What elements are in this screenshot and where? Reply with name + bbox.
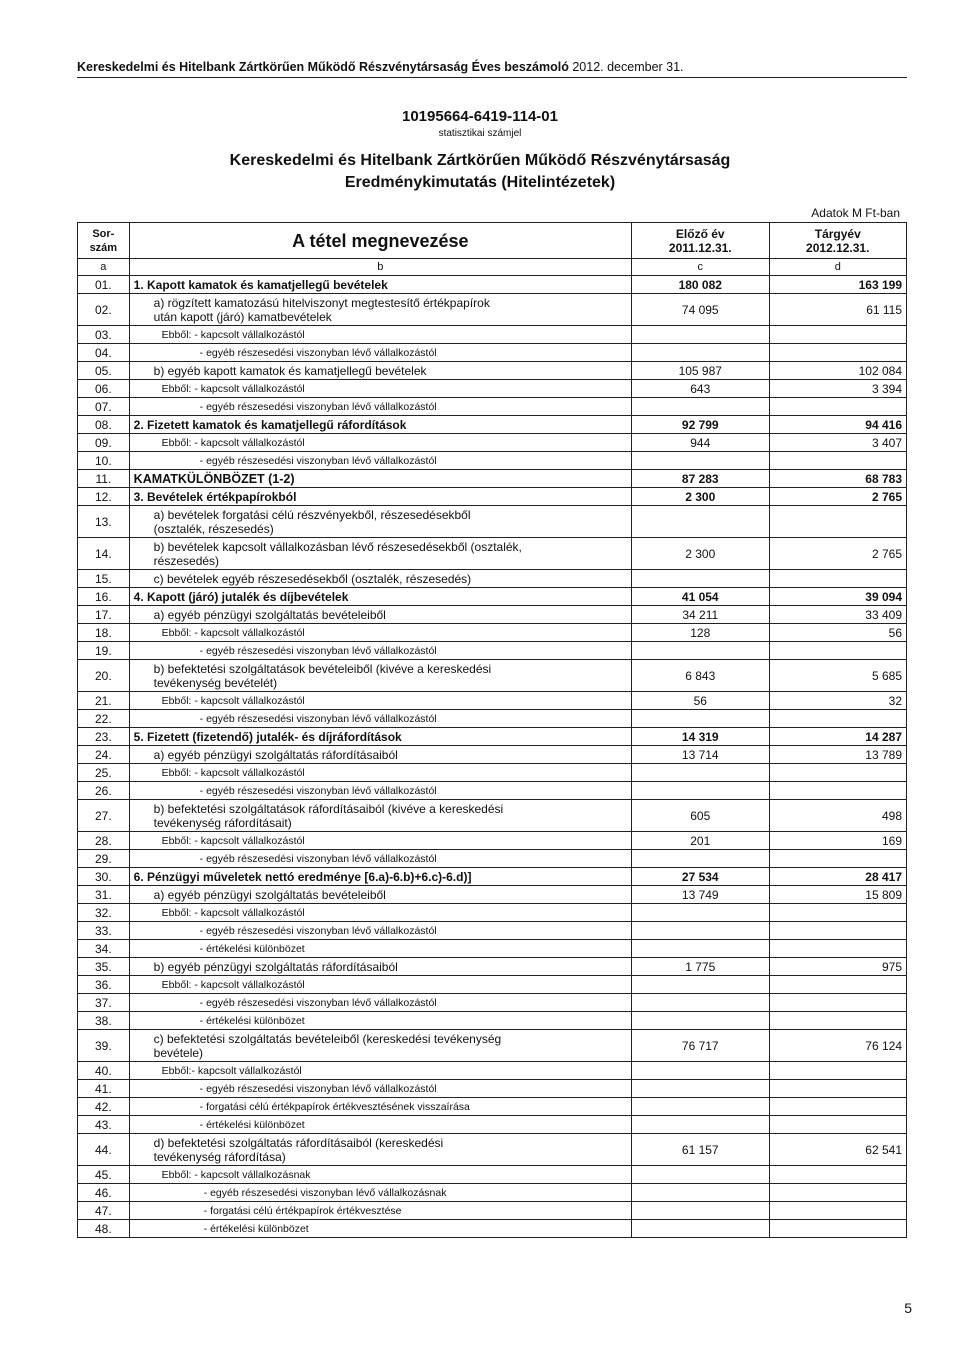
header-previous-year-label: Előző év 2011.12.31.: [668, 226, 732, 255]
row-current-year-value: 5 685: [769, 660, 907, 692]
row-previous-year-value: [632, 398, 769, 416]
header-item-name: A tétel megnevezése: [129, 223, 631, 259]
row-previous-year-value: 14 319: [632, 728, 769, 746]
row-current-year-value: 169: [769, 832, 907, 850]
table-row: [78, 764, 907, 782]
row-number: 13.: [78, 506, 130, 538]
row-previous-year-value: [632, 326, 769, 344]
row-current-year-value: 2 765: [769, 538, 907, 570]
row-item-name: 6. Pénzügyi műveletek nettó eredménye [6.a)-6.b)+6.c)-6.d)]: [129, 868, 631, 886]
row-number: 23.: [78, 728, 130, 746]
row-current-year-value: [769, 940, 907, 958]
table-row: [78, 976, 907, 994]
table-row: [78, 1080, 907, 1098]
row-previous-year-value: 41 054: [632, 588, 769, 606]
row-number: 43.: [78, 1116, 130, 1134]
row-number: 10.: [78, 452, 130, 470]
row-number: 18.: [78, 624, 130, 642]
row-item-name: Ebből: - kapcsolt vállalkozástól: [129, 434, 631, 452]
row-current-year-value: [769, 1062, 907, 1080]
running-header-date: 2012. december 31.: [572, 60, 684, 74]
row-current-year-value: [769, 922, 907, 940]
row-number: 29.: [78, 850, 130, 868]
row-item-name: - egyéb részesedési viszonyban lévő vállalkozástól: [129, 1080, 631, 1098]
row-item-name: b) egyéb kapott kamatok és kamatjellegű bevételek: [129, 362, 631, 380]
table-row: [78, 994, 907, 1012]
row-current-year-value: 61 115: [769, 294, 907, 326]
row-number: 40.: [78, 1062, 130, 1080]
row-item-name: 4. Kapott (járó) jutalék és díjbevételek: [129, 588, 631, 606]
row-current-year-value: 102 084: [769, 362, 907, 380]
table-row: [78, 362, 907, 380]
row-number: 20.: [78, 660, 130, 692]
row-current-year-value: 32: [769, 692, 907, 710]
row-number: 31.: [78, 886, 130, 904]
row-previous-year-value: [632, 1184, 769, 1202]
row-previous-year-value: 34 211: [632, 606, 769, 624]
row-previous-year-value: [632, 782, 769, 800]
row-current-year-value: 975: [769, 958, 907, 976]
row-item-name: Ebből: - kapcsolt vállalkozástól: [129, 380, 631, 398]
row-item-name: a) rögzített kamatozású hitelviszonyt megtestesítő értékpapírok után kapott (járó) kamatbevételek: [129, 294, 631, 326]
table-row: [78, 1220, 907, 1238]
row-previous-year-value: [632, 994, 769, 1012]
row-number: 02.: [78, 294, 130, 326]
table-row: [78, 506, 907, 538]
row-previous-year-value: [632, 1202, 769, 1220]
row-current-year-value: 13 789: [769, 746, 907, 764]
row-previous-year-value: [632, 642, 769, 660]
table-row: [78, 1166, 907, 1184]
row-item-name: 1. Kapott kamatok és kamatjellegű bevételek: [129, 276, 631, 294]
row-current-year-value: [769, 452, 907, 470]
row-number: 14.: [78, 538, 130, 570]
row-current-year-value: [769, 1220, 907, 1238]
row-current-year-value: 498: [769, 800, 907, 832]
row-item-name: 5. Fizetett (fizetendő) jutalék- és díjráfordítások: [129, 728, 631, 746]
row-item-name: - értékelési különbözet: [129, 940, 631, 958]
table-row: [78, 782, 907, 800]
row-item-name: Ebből: - kapcsolt vállalkozástól: [129, 624, 631, 642]
row-number: 45.: [78, 1166, 130, 1184]
table-row: [78, 728, 907, 746]
row-number: 04.: [78, 344, 130, 362]
row-previous-year-value: [632, 850, 769, 868]
row-item-name: b) bevételek kapcsolt vállalkozásban lévő részesedésekből (osztalék, részesedés): [129, 538, 631, 570]
row-number: 28.: [78, 832, 130, 850]
table-row: [78, 642, 907, 660]
row-previous-year-value: [632, 922, 769, 940]
row-item-name: a) bevételek forgatási célú részvényekből, részesedésekből (osztalék, részesedés): [129, 506, 631, 538]
row-item-name: - értékelési különbözet: [129, 1116, 631, 1134]
table-row: [78, 606, 907, 624]
row-previous-year-value: 105 987: [632, 362, 769, 380]
row-number: 12.: [78, 488, 130, 506]
row-item-name: Ebből: - kapcsolt vállalkozástól: [129, 764, 631, 782]
row-item-name: Ebből: - kapcsolt vállalkozásnak: [129, 1166, 631, 1184]
table-row: [78, 1202, 907, 1220]
row-current-year-value: 39 094: [769, 588, 907, 606]
row-number: 19.: [78, 642, 130, 660]
row-previous-year-value: 201: [632, 832, 769, 850]
table-row: [78, 294, 907, 326]
row-current-year-value: 68 783: [769, 470, 907, 488]
row-number: 32.: [78, 904, 130, 922]
table-row: [78, 832, 907, 850]
row-number: 42.: [78, 1098, 130, 1116]
table-row: [78, 470, 907, 488]
row-item-name: Ebből: - kapcsolt vállalkozástól: [129, 692, 631, 710]
table-row: [78, 1134, 907, 1166]
table-row: [78, 326, 907, 344]
registration-label: statisztikai számjel: [438, 128, 522, 139]
row-number: 26.: [78, 782, 130, 800]
row-previous-year-value: 74 095: [632, 294, 769, 326]
row-previous-year-value: 27 534: [632, 868, 769, 886]
row-item-name: - egyéb részesedési viszonyban lévő vállalkozástól: [129, 398, 631, 416]
row-item-name: - egyéb részesedési viszonyban lévő vállalkozástól: [129, 642, 631, 660]
row-number: 01.: [78, 276, 130, 294]
row-item-name: b) befektetési szolgáltatások bevételeiből (kivéve a kereskedési tevékenység bevételét): [129, 660, 631, 692]
page-number: 5: [904, 1300, 912, 1316]
row-item-name: KAMATKÜLÖNBÖZET (1-2): [129, 470, 631, 488]
row-current-year-value: [769, 782, 907, 800]
row-item-name: Ebből: - kapcsolt vállalkozástól: [129, 976, 631, 994]
registration-number: 10195664-6419-114-01: [402, 108, 558, 125]
row-item-name: c) bevételek egyéb részesedésekből (osztalék, részesedés): [129, 570, 631, 588]
row-number: 09.: [78, 434, 130, 452]
row-previous-year-value: 92 799: [632, 416, 769, 434]
row-item-name: - egyéb részesedési viszonyban lévő vállalkozásnak: [129, 1184, 631, 1202]
row-current-year-value: [769, 1166, 907, 1184]
row-number: 15.: [78, 570, 130, 588]
row-previous-year-value: 1 775: [632, 958, 769, 976]
row-current-year-value: 76 124: [769, 1030, 907, 1062]
column-letter-c: c: [632, 259, 769, 276]
row-item-name: - egyéb részesedési viszonyban lévő vállalkozástól: [129, 344, 631, 362]
row-item-name: - értékelési különbözet: [129, 1220, 631, 1238]
row-number: 11.: [78, 470, 130, 488]
row-current-year-value: 163 199: [769, 276, 907, 294]
row-previous-year-value: [632, 710, 769, 728]
row-previous-year-value: 76 717: [632, 1030, 769, 1062]
row-current-year-value: [769, 764, 907, 782]
row-number: 24.: [78, 746, 130, 764]
header-previous-year: [632, 223, 769, 259]
column-letter-d: d: [769, 259, 907, 276]
row-previous-year-value: [632, 1098, 769, 1116]
statement-title: Eredménykimutatás (Hitelintézetek): [344, 174, 616, 191]
row-item-name: Ebből: - kapcsolt vállalkozástól: [129, 326, 631, 344]
row-number: 06.: [78, 380, 130, 398]
row-previous-year-value: [632, 1080, 769, 1098]
column-letter-row: [78, 259, 907, 276]
row-number: 47.: [78, 1202, 130, 1220]
row-current-year-value: 2 765: [769, 488, 907, 506]
row-item-name: Ebből: - kapcsolt vállalkozástól: [129, 832, 631, 850]
table-row: [78, 692, 907, 710]
row-number: 08.: [78, 416, 130, 434]
row-number: 35.: [78, 958, 130, 976]
row-number: 30.: [78, 868, 130, 886]
table-row: [78, 344, 907, 362]
table-row: [78, 850, 907, 868]
row-item-name: - forgatási célú értékpapírok értékvesztésének visszaírása: [129, 1098, 631, 1116]
row-previous-year-value: [632, 764, 769, 782]
row-item-name: d) befektetési szolgáltatás ráfordításaiból (kereskedési tevékenység ráfordítása): [129, 1134, 631, 1166]
row-current-year-value: 3 394: [769, 380, 907, 398]
row-previous-year-value: [632, 1012, 769, 1030]
row-previous-year-value: 2 300: [632, 538, 769, 570]
row-previous-year-value: 2 300: [632, 488, 769, 506]
row-previous-year-value: 605: [632, 800, 769, 832]
table-row: [78, 886, 907, 904]
row-current-year-value: [769, 976, 907, 994]
table-row: [78, 922, 907, 940]
row-previous-year-value: [632, 940, 769, 958]
table-row: [78, 538, 907, 570]
column-letter-a: a: [78, 259, 130, 276]
row-item-name: Ebből: - kapcsolt vállalkozástól: [129, 904, 631, 922]
table-row: [78, 800, 907, 832]
table-row: [78, 624, 907, 642]
row-item-name: - egyéb részesedési viszonyban lévő vállalkozástól: [129, 710, 631, 728]
row-number: 07.: [78, 398, 130, 416]
row-current-year-value: 62 541: [769, 1134, 907, 1166]
row-previous-year-value: 128: [632, 624, 769, 642]
column-letter-b: b: [129, 259, 631, 276]
row-current-year-value: 94 416: [769, 416, 907, 434]
table-row: [78, 434, 907, 452]
row-current-year-value: [769, 1202, 907, 1220]
row-previous-year-value: 944: [632, 434, 769, 452]
table-row: [78, 746, 907, 764]
row-number: 34.: [78, 940, 130, 958]
table-row: [78, 710, 907, 728]
header-current-year: [769, 223, 907, 259]
table-row: [78, 276, 907, 294]
row-current-year-value: [769, 1184, 907, 1202]
row-number: 46.: [78, 1184, 130, 1202]
row-item-name: a) egyéb pénzügyi szolgáltatás bevételeiből: [129, 886, 631, 904]
row-current-year-value: 15 809: [769, 886, 907, 904]
row-current-year-value: [769, 1098, 907, 1116]
header-row-number: [78, 223, 130, 259]
row-previous-year-value: 13 749: [632, 886, 769, 904]
row-number: 16.: [78, 588, 130, 606]
row-current-year-value: [769, 710, 907, 728]
row-item-name: b) egyéb pénzügyi szolgáltatás ráfordításaiból: [129, 958, 631, 976]
table-row: [78, 1062, 907, 1080]
row-item-name: - egyéb részesedési viszonyban lévő vállalkozástól: [129, 782, 631, 800]
row-previous-year-value: [632, 570, 769, 588]
table-header-row: [78, 223, 907, 259]
row-number: 33.: [78, 922, 130, 940]
row-current-year-value: [769, 850, 907, 868]
row-current-year-value: [769, 904, 907, 922]
row-number: 37.: [78, 994, 130, 1012]
row-item-name: - forgatási célú értékpapírok értékvesztése: [129, 1202, 631, 1220]
table-row: [78, 868, 907, 886]
row-item-name: c) befektetési szolgáltatás bevételeiből (kereskedési tevékenység bevétele): [129, 1030, 631, 1062]
row-previous-year-value: 56: [632, 692, 769, 710]
table-row: [78, 1098, 907, 1116]
row-item-name: Ebből:- kapcsolt vállalkozástól: [129, 1062, 631, 1080]
row-item-name: - egyéb részesedési viszonyban lévő vállalkozástól: [129, 850, 631, 868]
row-previous-year-value: [632, 1166, 769, 1184]
row-current-year-value: [769, 1080, 907, 1098]
row-previous-year-value: [632, 976, 769, 994]
row-current-year-value: [769, 506, 907, 538]
table-row: [78, 1184, 907, 1202]
row-number: 17.: [78, 606, 130, 624]
table-row: [78, 380, 907, 398]
table-row: [78, 588, 907, 606]
row-number: 25.: [78, 764, 130, 782]
row-previous-year-value: 180 082: [632, 276, 769, 294]
table-row: [78, 416, 907, 434]
row-number: 05.: [78, 362, 130, 380]
row-previous-year-value: [632, 904, 769, 922]
table-row: [78, 452, 907, 470]
row-number: 48.: [78, 1220, 130, 1238]
row-current-year-value: 3 407: [769, 434, 907, 452]
row-previous-year-value: 13 714: [632, 746, 769, 764]
table-row: [78, 398, 907, 416]
row-previous-year-value: 61 157: [632, 1134, 769, 1166]
row-previous-year-value: [632, 1116, 769, 1134]
row-item-name: - egyéb részesedési viszonyban lévő vállalkozástól: [129, 994, 631, 1012]
row-number: 27.: [78, 800, 130, 832]
row-current-year-value: [769, 326, 907, 344]
row-current-year-value: [769, 642, 907, 660]
row-number: 03.: [78, 326, 130, 344]
row-current-year-value: [769, 994, 907, 1012]
row-current-year-value: [769, 1012, 907, 1030]
row-number: 44.: [78, 1134, 130, 1166]
row-item-name: a) egyéb pénzügyi szolgáltatás ráfordításaiból: [129, 746, 631, 764]
row-current-year-value: [769, 398, 907, 416]
table-row: [78, 1030, 907, 1062]
header-row-number-label: Sor- szám: [89, 227, 118, 254]
row-number: 38.: [78, 1012, 130, 1030]
row-number: 41.: [78, 1080, 130, 1098]
running-header-company: Kereskedelmi és Hitelbank Zártkörűen Működő Részvénytársaság Éves beszámoló: [77, 60, 569, 74]
row-current-year-value: [769, 344, 907, 362]
row-item-name: 2. Fizetett kamatok és kamatjellegű ráfordítások: [129, 416, 631, 434]
row-number: 39.: [78, 1030, 130, 1062]
row-previous-year-value: [632, 344, 769, 362]
row-number: 36.: [78, 976, 130, 994]
header-current-year-label: Tárgyév 2012.12.31.: [806, 226, 870, 255]
row-previous-year-value: 6 843: [632, 660, 769, 692]
row-current-year-value: [769, 1116, 907, 1134]
unit-note: Adatok M Ft-ban: [811, 206, 900, 220]
row-number: 22.: [78, 710, 130, 728]
table-row: [78, 1012, 907, 1030]
table-row: [78, 488, 907, 506]
table-row: [78, 570, 907, 588]
row-previous-year-value: [632, 452, 769, 470]
row-item-name: - egyéb részesedési viszonyban lévő vállalkozástól: [129, 922, 631, 940]
row-item-name: b) befektetési szolgáltatások ráfordításaiból (kivéve a kereskedési tevékenység ráfordításait): [129, 800, 631, 832]
table-row: [78, 1116, 907, 1134]
row-item-name: - egyéb részesedési viszonyban lévő vállalkozástól: [129, 452, 631, 470]
table-row: [78, 904, 907, 922]
income-statement-table: [77, 222, 907, 1238]
row-item-name: a) egyéb pénzügyi szolgáltatás bevételeiből: [129, 606, 631, 624]
row-current-year-value: 33 409: [769, 606, 907, 624]
row-current-year-value: 56: [769, 624, 907, 642]
row-item-name: - értékelési különbözet: [129, 1012, 631, 1030]
row-previous-year-value: 643: [632, 380, 769, 398]
row-current-year-value: 14 287: [769, 728, 907, 746]
row-current-year-value: [769, 570, 907, 588]
row-previous-year-value: [632, 506, 769, 538]
company-name: Kereskedelmi és Hitelbank Zártkörűen Működő Részvénytársaság: [229, 152, 731, 169]
table-row: [78, 940, 907, 958]
row-previous-year-value: 87 283: [632, 470, 769, 488]
row-previous-year-value: [632, 1062, 769, 1080]
row-current-year-value: 28 417: [769, 868, 907, 886]
row-number: 21.: [78, 692, 130, 710]
running-header: [77, 60, 684, 74]
row-item-name: 3. Bevételek értékpapírokból: [129, 488, 631, 506]
row-previous-year-value: [632, 1220, 769, 1238]
header-rule: [77, 77, 907, 78]
table-row: [78, 660, 907, 692]
table-row: [78, 958, 907, 976]
